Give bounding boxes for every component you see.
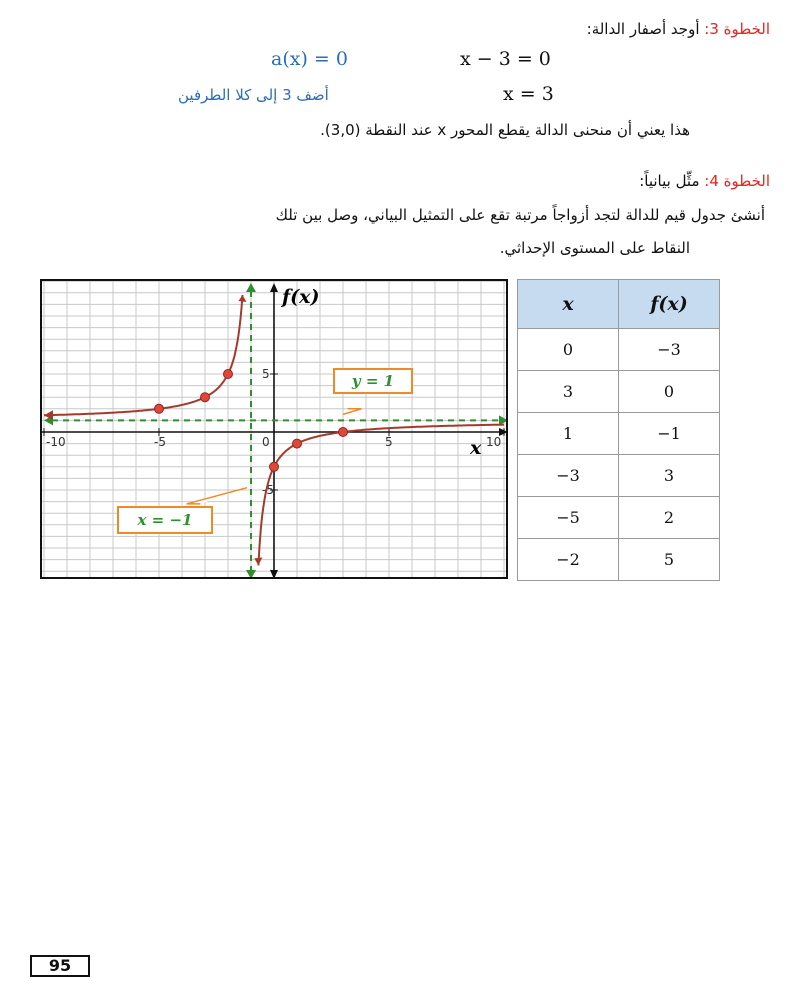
- y-axis-arrow-up: [270, 283, 278, 292]
- curve-right-arrow-down: [254, 557, 262, 565]
- table-row: [518, 329, 720, 371]
- function-graph: [40, 279, 508, 579]
- page-number: 95: [30, 955, 90, 977]
- equation-x-equals-3: x = 3: [503, 83, 554, 105]
- data-point: [339, 428, 348, 437]
- data-point: [224, 370, 233, 379]
- tick-label: 10: [486, 435, 502, 449]
- header-x: x: [518, 280, 619, 329]
- y-axis-arrow-down: [270, 570, 278, 579]
- vertical-asymptote-arrow-up: [246, 283, 256, 292]
- x-axis-label: x: [470, 437, 482, 459]
- cell-x: −3: [518, 455, 619, 497]
- table-row: [518, 413, 720, 455]
- tick-label: 5: [385, 435, 393, 449]
- table-row: [518, 497, 720, 539]
- table-row: [518, 371, 720, 413]
- step3-text: أوجد أصفار الدالة:: [586, 20, 700, 38]
- step4-instruction-line1: أنشئ جدول قيم للدالة لتجد أزواجاً مرتبة تقع على التمثيل البياني، وصل بين تلك: [275, 206, 765, 224]
- tick-label: -5: [154, 435, 166, 449]
- step3-heading: [587, 20, 770, 38]
- step4-label: الخطوة 4:: [704, 172, 770, 190]
- data-point: [270, 462, 279, 471]
- cell-x: 3: [518, 371, 619, 413]
- cell-fx: 3: [619, 455, 720, 497]
- cell-x: −2: [518, 539, 619, 581]
- tick-label: 0: [262, 435, 270, 449]
- data-point: [155, 404, 164, 413]
- table-header-row: [518, 280, 720, 329]
- tick-label: -5: [262, 483, 274, 497]
- step4-text: مثِّل بيانياً:: [639, 172, 700, 190]
- y-axis-label: f(x): [282, 286, 320, 308]
- cell-fx: 2: [619, 497, 720, 539]
- h-asymptote-label: y = 1: [351, 372, 395, 390]
- tick-label: -10: [46, 435, 66, 449]
- step4-instruction-line2: النقاط على المستوى الإحداثي.: [499, 239, 690, 257]
- data-point: [201, 393, 210, 402]
- equation-x-minus-3: x − 3 = 0: [460, 48, 551, 70]
- curve-left-arrow-up: [238, 295, 246, 302]
- cell-x: −5: [518, 497, 619, 539]
- step3-label: الخطوة 3:: [704, 20, 770, 38]
- add-3-note: أضف 3 إلى كلا الطرفين: [178, 86, 329, 104]
- vertical-asymptote-arrow-down: [246, 570, 256, 579]
- data-point: [293, 439, 302, 448]
- graph-svg: [42, 281, 508, 579]
- table-row: [518, 539, 720, 581]
- cell-x: 1: [518, 413, 619, 455]
- cell-fx: −3: [619, 329, 720, 371]
- cell-fx: −1: [619, 413, 720, 455]
- callout-pointer-y1: [343, 409, 361, 415]
- cell-fx: 5: [619, 539, 720, 581]
- values-table: [517, 279, 720, 581]
- step4-heading: [639, 172, 770, 190]
- tick-label: 5: [262, 367, 270, 381]
- header-fx: f(x): [619, 280, 720, 329]
- step3-conclusion: هذا يعني أن منحنى الدالة يقطع المحور x عند النقطة (3,0).: [320, 121, 690, 139]
- equation-a-of-x: a(x) = 0: [271, 48, 348, 70]
- cell-x: 0: [518, 329, 619, 371]
- v-asymptote-label: x = −1: [137, 511, 193, 529]
- table-row: [518, 455, 720, 497]
- cell-fx: 0: [619, 371, 720, 413]
